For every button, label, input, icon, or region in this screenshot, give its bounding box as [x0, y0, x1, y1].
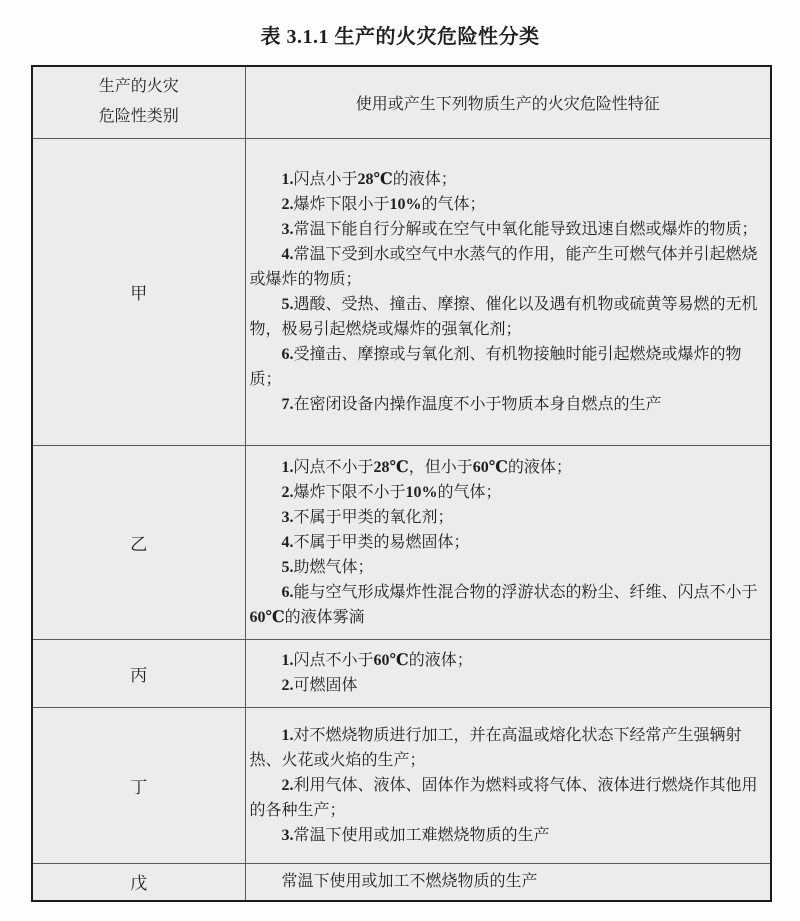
feature-item [250, 392, 763, 417]
feature-item [250, 823, 763, 848]
bold-run: 4. [281, 533, 294, 551]
feature-item [250, 192, 763, 217]
text-run: 的液体； [408, 652, 473, 669]
features-cell [245, 445, 771, 639]
text-run: 对不燃烧物质进行加工，并在高温或熔化状态下经常产生强辆射热、火花或火焰的生产； [249, 726, 742, 769]
bold-run: 1. [281, 458, 294, 476]
text-run: 爆炸下限不小于 [293, 483, 406, 501]
feature-item [250, 480, 763, 505]
text-run: 闪点不小于 [293, 458, 374, 476]
feature-item [250, 217, 763, 242]
text-run: 的气体； [437, 483, 502, 501]
text-run: 能与空气形成爆炸性混合物的浮游状态的粉尘、纤维、闪点不小于 [293, 583, 758, 601]
features-cell [245, 707, 771, 863]
header-category-column [32, 66, 245, 138]
text-run: 常温下使用或加工难燃烧物质的生产 [293, 826, 550, 844]
bold-run: 5. [281, 295, 294, 313]
category-cell: 甲 [32, 138, 245, 445]
features-cell [245, 863, 771, 901]
bold-run: 10% [405, 483, 438, 501]
table-row [32, 707, 771, 863]
bold-run: 5. [281, 558, 294, 576]
feature-item [250, 773, 763, 823]
category-cell: 乙 [32, 445, 245, 639]
header-features-column: 使用或产生下列物质生产的火灾危险性特征 [245, 66, 771, 138]
category-cell: 戊 [32, 863, 245, 901]
table-body [32, 138, 771, 901]
category-cell: 丁 [32, 707, 245, 863]
text-run: 爆炸下限小于 [293, 195, 390, 213]
text-run: 的液体； [507, 458, 572, 476]
bold-run: 28℃ [373, 458, 409, 476]
feature-item [250, 530, 763, 555]
bold-run: 1. [281, 726, 294, 744]
bold-run: 60℃ [249, 608, 285, 626]
bold-run: 1. [281, 170, 294, 188]
text-run: 遇酸、受热、撞击、摩擦、催化以及遇有机物或硫黄等易燃的无机物，极易引起燃烧或爆炸的强氧化剂； [249, 295, 758, 338]
bold-run: 2. [281, 195, 294, 213]
feature-item [250, 648, 763, 673]
feature-item [250, 292, 763, 342]
feature-item [250, 580, 763, 630]
text-run: 的液体雾滴 [284, 608, 365, 626]
bold-run: 3. [281, 826, 294, 844]
text-run: 不属于甲类的易燃固体； [293, 533, 470, 551]
text-run: 受撞击、摩擦或与氧化剂、有机物接触时能引起燃烧或爆炸的物质； [249, 345, 742, 388]
text-run: 常温下能自行分解或在空气中氧化能导致迅速自燃或爆炸的物质； [293, 220, 758, 238]
text-run: 常温下受到水或空气中水蒸气的作用，能产生可燃气体并引起燃烧或爆炸的物质； [249, 245, 758, 288]
bold-run: 2. [281, 776, 294, 794]
bold-run: 6. [281, 345, 294, 363]
bold-run: 3. [281, 508, 294, 526]
feature-item [250, 455, 763, 480]
header-category-line1: 生产的火灾 [98, 78, 179, 96]
header-row [32, 66, 771, 138]
feature-item [250, 723, 763, 773]
bold-run: 4. [281, 245, 294, 263]
bold-run: 60℃ [373, 652, 409, 669]
text-run: 不属于甲类的氧化剂； [293, 508, 454, 526]
bold-run: 3. [281, 220, 294, 238]
features-cell [245, 138, 771, 445]
feature-item [250, 342, 763, 392]
bold-run: 60℃ [472, 458, 508, 476]
bold-run: 7. [281, 395, 294, 413]
feature-item [250, 242, 763, 292]
text-run: 闪点小于 [293, 170, 358, 188]
bold-run: 2. [281, 677, 294, 694]
text-run: 可燃固体 [293, 677, 358, 694]
table-row [32, 138, 771, 445]
feature-item [250, 673, 763, 698]
table-row [32, 639, 771, 707]
text-run: 在密闭设备内操作温度不小于物质本身自燃点的生产 [293, 395, 662, 413]
feature-item [250, 505, 763, 530]
text-run: 助燃气体； [293, 558, 374, 576]
feature-item [250, 167, 763, 192]
category-cell: 丙 [32, 639, 245, 707]
bold-run: 10% [389, 195, 422, 213]
bold-run: 28℃ [357, 170, 393, 188]
table-title: 表 3.1.1 生产的火灾危险性分类 [260, 26, 540, 48]
feature-item [250, 869, 763, 894]
text-run: 的液体； [392, 170, 457, 188]
text-run: 常温下使用或加工不燃烧物质的生产 [281, 873, 538, 891]
table-row [32, 445, 771, 639]
table-row [32, 863, 771, 901]
text-run: ，但小于 [408, 458, 473, 476]
bold-run: 2. [281, 483, 294, 501]
text-run: 的气体； [421, 195, 486, 213]
feature-item [250, 555, 763, 580]
text-run: 利用气体、液体、固体作为燃料或将气体、液体进行燃烧作其他用的各种生产； [249, 776, 758, 819]
header-category-line2: 危险性类别 [98, 108, 179, 126]
fire-hazard-classification-table [31, 65, 772, 902]
features-cell [245, 639, 771, 707]
bold-run: 6. [281, 583, 294, 601]
bold-run: 1. [281, 652, 294, 669]
text-run: 闪点不小于 [293, 652, 374, 669]
